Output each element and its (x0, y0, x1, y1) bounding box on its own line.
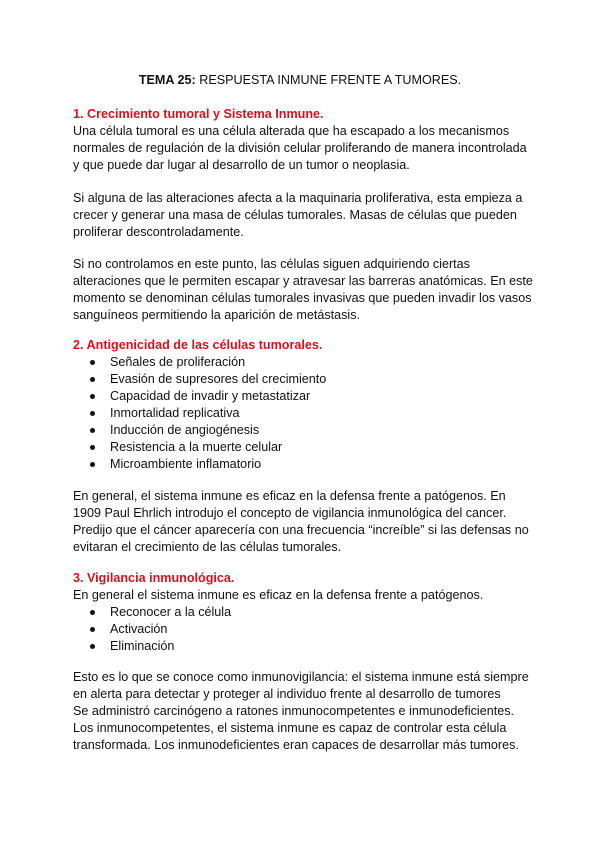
section-3-heading: 3. Vigilancia inmunológica. (73, 571, 235, 585)
section-3 (73, 570, 533, 655)
page-title (0, 72, 600, 89)
list-item: Eliminación (73, 638, 533, 655)
section-1-heading: 1. Crecimiento tumoral y Sistema Inmune. (73, 107, 324, 121)
section-1-paragraph-3: Si no controlamos en este punto, las células siguen adquiriendo ciertas alteraciones que le permiten escapar y atravesar las barreras anatómicas. En este momento se denominan células tumorales invasivas que pueden invadir los vasos sanguíneos permitiendo la aparición de metástasis. (73, 257, 533, 322)
list-item: Señales de proliferación (73, 354, 533, 371)
section-2-heading: 2. Antigenicidad de las células tumorales. (73, 338, 323, 352)
section-3-list (73, 604, 533, 655)
list-item: Inmortalidad replicativa (73, 405, 533, 422)
list-item: Reconocer a la célula (73, 604, 533, 621)
list-item: Capacidad de invadir y metastatizar (73, 388, 533, 405)
list-item: Inducción de angiogénesis (73, 422, 533, 439)
section-2 (73, 337, 533, 473)
section-2-block-2 (73, 488, 533, 556)
list-item: Evasión de supresores del crecimiento (73, 371, 533, 388)
title-text: RESPUESTA INMUNE FRENTE A TUMORES. (195, 73, 462, 87)
section-1-block-3 (73, 256, 533, 324)
section-3-paragraph-1: Esto es lo que se conoce como inmunovigilancia: el sistema inmune está siempre en alerta para detectar y proteger al individuo frente al desarrollo de tumores (73, 670, 529, 701)
section-2-paragraph: En general, el sistema inmune es eficaz en la defensa frente a patógenos. En 1909 Paul Ehrlich introdujo el concepto de vigilancia inmunológica del cancer. Predijo que el cáncer aparecería con una frecuencia “increíble” si las defensas no evitaran el crecimiento de las células tumorales. (73, 489, 529, 554)
section-1-paragraph-2: Si alguna de las alteraciones afecta a la maquinaria proliferativa, esta empieza a crecer y generar una masa de células tumorales. Masas de células que pueden proliferar descontroladamente. (73, 191, 523, 239)
section-3-block-2 (73, 669, 533, 754)
list-item: Activación (73, 621, 533, 638)
title-prefix: TEMA 25: (138, 73, 196, 87)
section-3-intro: En general el sistema inmune es eficaz en la defensa frente a patógenos. (73, 588, 484, 602)
section-1-paragraph-1: Una célula tumoral es una célula alterada que ha escapado a los mecanismos normales de regulación de la división celular proliferando de manera incontrolada y que puede dar lugar al desarrollo de un tumor o neoplasia. (73, 124, 527, 172)
section-2-list (73, 354, 533, 473)
list-item: Resistencia a la muerte celular (73, 439, 533, 456)
section-3-paragraph-2: Se administró carcinógeno a ratones inmunocompetentes e inmunodeficientes. Los inmunocompetentes, el sistema inmune es capaz de controlar esta célula transformada. Los inmunodeficientes eran capaces de desarrollar más tumores. (73, 704, 519, 752)
list-item: Microambiente inflamatorio (73, 456, 533, 473)
section-1 (73, 106, 533, 174)
section-1-block-2 (73, 190, 533, 241)
